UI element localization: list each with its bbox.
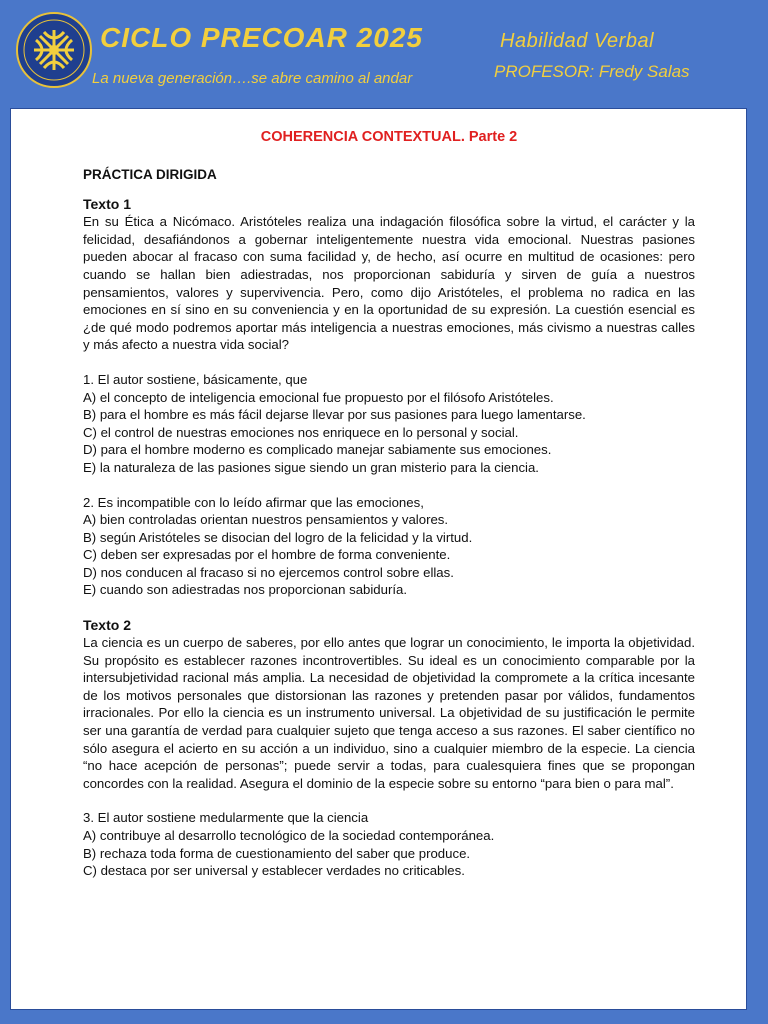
precoar-logo-icon bbox=[16, 12, 92, 88]
header-banner bbox=[0, 0, 768, 108]
question-1-option-e: E) la naturaleza de las pasiones sigue siendo un gran misterio para la ciencia. bbox=[83, 459, 539, 475]
subject-name: Habilidad Verbal bbox=[500, 30, 655, 52]
question-2-option-e: E) cuando son adiestradas nos proporcionan sabiduría. bbox=[83, 582, 408, 598]
program-slogan: La nueva generación….se abre camino al andar bbox=[92, 70, 413, 87]
question-2-option-b: B) según Aristóteles se disocian del logro de la felicidad y la virtud. bbox=[83, 529, 473, 545]
question-2-option-d: D) nos conducen al fracaso si no ejercemos control sobre ellas. bbox=[83, 564, 454, 580]
question-2-option-c: C) deben ser expresadas por el hombre de forma conveniente. bbox=[83, 547, 451, 563]
question-1-option-d: D) para el hombre moderno es complicado manejar sabiamente sus emociones. bbox=[83, 442, 552, 458]
texto1-body: En su Ética a Nicómaco. Aristóteles realiza una indagación filosófica sobre la virtud, el carácter y la felicidad, desafiándonos a gobernar inteligentemente nuestra vida emocional. Nuestras pasiones pueden abocar al fracaso con suma facilidad y, de hecho, así ocurre en multitud de ocasiones: pero cuando se hallan bien adiestradas, nos proporcionan sabiduría y sirven de guía a nuestros pensamientos, valores y supervivencia. Pero, como dijo Aristóteles, el problema no radica en las emociones en sí sino en su conveniencia y en la oportunidad de su expresión. La cuestión esencial es ¿de qué modo podremos aportar más inteligencia a nuestras emociones, más civismo a nuestras calles y más afecto a nuestra vida social? bbox=[83, 214, 695, 353]
question-1-stem: 1. El autor sostiene, básicamente, que bbox=[83, 371, 308, 387]
question-3-option-c: C) destaca por ser universal y establecer verdades no criticables. bbox=[83, 863, 465, 879]
teacher-name: PROFESOR: Fredy Salas bbox=[494, 62, 690, 81]
question-1 bbox=[83, 371, 695, 477]
texto2-title: Texto 2 bbox=[83, 617, 131, 634]
question-1-option-c: C) el control de nuestras emociones nos enriquece en lo personal y social. bbox=[83, 424, 519, 440]
question-3 bbox=[83, 809, 695, 879]
question-2-stem: 2. Es incompatible con lo leído afirmar que las emociones, bbox=[83, 494, 424, 510]
question-2 bbox=[83, 494, 695, 600]
document-content bbox=[83, 129, 695, 897]
program-title: CICLO PRECOAR 2025 bbox=[100, 22, 423, 53]
question-1-option-a: A) el concepto de inteligencia emocional fue propuesto por el filósofo Aristóteles. bbox=[83, 389, 554, 405]
question-1-option-b: B) para el hombre es más fácil dejarse llevar por sus pasiones para luego lamentarse. bbox=[83, 407, 586, 423]
document-title: COHERENCIA CONTEXTUAL. Parte 2 bbox=[260, 129, 518, 145]
question-3-option-b: B) rechaza toda forma de cuestionamiento del saber que produce. bbox=[83, 845, 471, 861]
question-3-stem: 3. El autor sostiene medularmente que la ciencia bbox=[83, 810, 369, 826]
question-3-option-a: A) contribuye al desarrollo tecnológico de la sociedad contemporánea. bbox=[83, 828, 495, 843]
texto1-title: Texto 1 bbox=[83, 196, 131, 213]
question-2-option-a: A) bien controladas orientan nuestros pensamientos y valores. bbox=[83, 512, 449, 528]
section-heading: PRÁCTICA DIRIGIDA bbox=[83, 166, 217, 182]
texto2-body: La ciencia es un cuerpo de saberes, por ello antes que lograr un conocimiento, le importa la objetividad. Su propósito es establecer razones incontrovertibles. Su ideal es un conocimiento comparable por la intersubjetividad racional más amplia. La necesidad de objetividad la compromete a la crítica incesante de los motivos personales que distorsionan las razones y pretenden pasar por válidos, fundamentos irracionales. Por ello la ciencia es un instrumento universal. La objetividad de su justificación le permite ser una garantía de verdad para cualquier sujeto que tenga acceso a sus razones. El saber científico no sólo asegura el acierto en su acción a un individuo, sino a cualquier miembro de la especie. La ciencia “no hace acepción de personas”; puede servir a todas, para cualesquiera fines que se propongan concordes con la realidad. Asegura el dominio de la especie sobre su entorno “para bien o para mal”. bbox=[83, 635, 695, 791]
document-page bbox=[10, 108, 747, 1010]
